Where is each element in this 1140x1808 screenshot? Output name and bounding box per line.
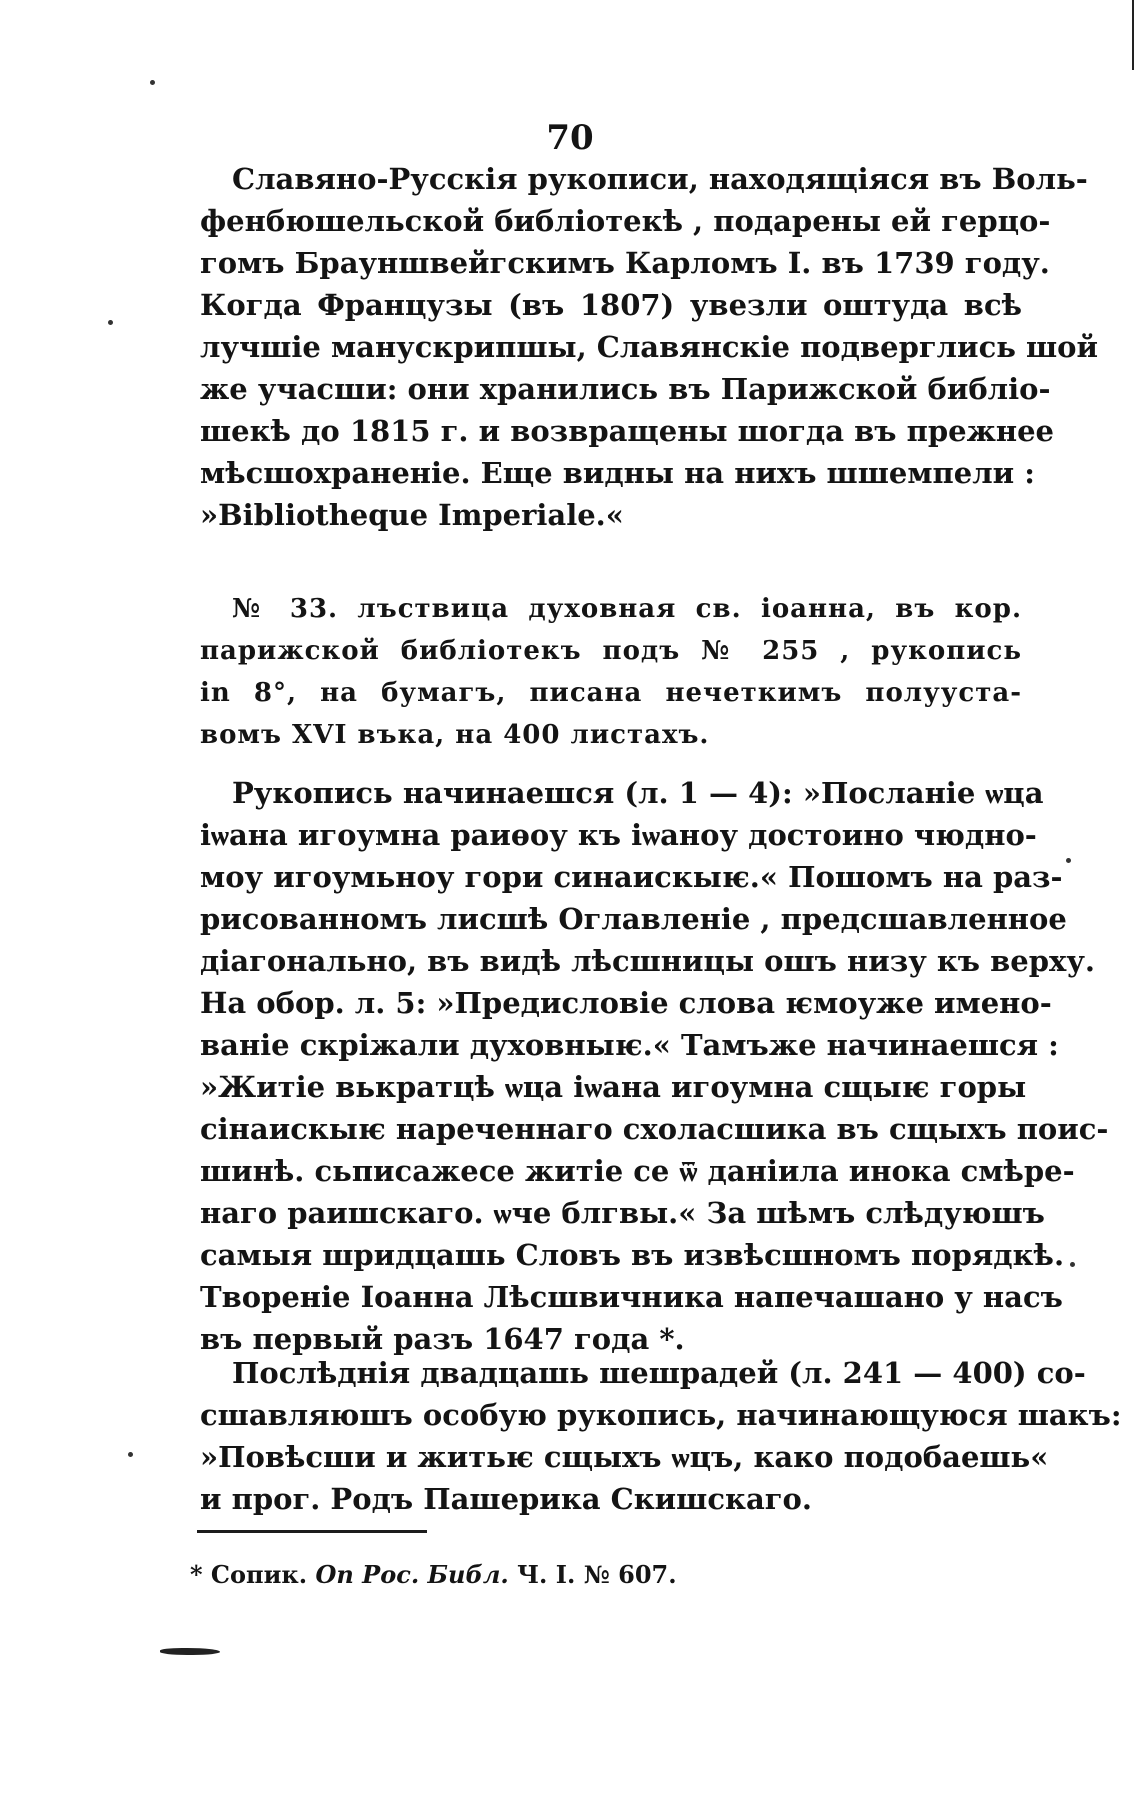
text-line: Послѣднія двадцашь шешрадей (л. 241 — 400) со-: [232, 1356, 1086, 1390]
text-line: гомъ Брауншвейгскимъ Карломъ I. въ 1739 году.: [200, 246, 1050, 280]
paragraph-1: [200, 158, 1099, 536]
page-number: 70: [546, 118, 594, 158]
text-line: шинѣ. сьписажесе житіе се ѿ даніила инока смѣре-: [200, 1154, 1075, 1188]
text-line: рисованномъ лисшѣ Оглавленіе , предсшавленное: [200, 902, 1067, 936]
text-line: моу игоумьноу гори синаискыѥ.« Пошомъ на раз-: [200, 860, 1063, 894]
speck: [1066, 858, 1071, 863]
footnote: [190, 1558, 890, 1592]
speck: [150, 80, 155, 85]
page-edge-line: [1132, 0, 1134, 70]
footnote-rule: [197, 1530, 427, 1533]
text-line: Когда Французы (въ 1807) увезли оштуда всѣ: [200, 288, 1022, 322]
text-line: парижской библіотекъ подъ № 255 , рукопись: [200, 636, 1022, 666]
text-line: же учасши: они хранились въ Парижской библіо-: [200, 372, 1051, 406]
text-line: »Bibliotheque Imperiale.«: [200, 498, 624, 532]
speck: [128, 1452, 133, 1457]
ink-smudge: [160, 1648, 220, 1655]
paragraph-4: [200, 1352, 1122, 1520]
text-line: На обор. л. 5: »Предисловіе слова ѥмоуже имено-: [200, 986, 1052, 1020]
text-line: № 33. лъствица духовная св. іоанна, въ кор.: [232, 594, 1022, 624]
text-line: Славяно-Русскія рукописи, находящіяся въ Воль-: [232, 162, 1088, 196]
text-line: Рукопись начинаешся (л. 1 — 4): »Посланіе ѡца: [232, 776, 1044, 810]
text-line: мѣсшохраненіе. Еще видны на нихъ шшемпели :: [200, 456, 1035, 490]
speck: [108, 320, 113, 325]
text-line: сінаискыѥ нареченнаго схоласшика въ сщыхъ поис-: [200, 1112, 1109, 1146]
speck: [1070, 1262, 1075, 1267]
text-line: шекѣ до 1815 г. и возвращены шогда въ прежнее: [200, 414, 1054, 448]
text-line: и прог. Родъ Пашерика Скишскаго.: [200, 1482, 812, 1516]
text-line: in 8°, на бумагъ, писана нечеткимъ полууста-: [200, 678, 1022, 708]
text-line: наго раишскаго. ѡче блгвы.« За шѣмъ слѣдуюшъ: [200, 1196, 1045, 1230]
text-line: »Житіе вькратцѣ ѡца іѡана игоумна сщыѥ горы: [200, 1070, 1027, 1104]
text-line: »Повѣсши и житьѥ сщыхъ ѡцъ, како подобаешь«: [200, 1440, 1049, 1474]
text-line: ваніе скріжали духовныѥ.« Тамъже начинаешся :: [200, 1028, 1059, 1062]
footnote-suffix: Ч. I. № 607.: [517, 1560, 677, 1589]
text-line: фенбюшельской библіотекѣ , подарены ей герцо-: [200, 204, 1051, 238]
text-line: самыя шридцашь Словъ въ извѣсшномъ порядкѣ.: [200, 1238, 1065, 1272]
footnote-marker: *: [190, 1560, 203, 1589]
text-line: вомъ XVI въка, на 400 листахъ.: [200, 720, 710, 750]
text-line: сшавляюшъ особую рукопись, начинающуюся шакъ:: [200, 1398, 1122, 1432]
text-line: діагонально, въ видѣ лѣсшницы ошъ низу къ верху.: [200, 944, 1095, 978]
paragraph-3: [200, 772, 1109, 1360]
text-line: Твореніе Іоанна Лѣсшвичника напечашано у насъ: [200, 1280, 1063, 1314]
text-line: іѡана игоумна раиѳоу къ іѡаноу достоино чюдно-: [200, 818, 1037, 852]
footnote-prefix: Сопик.: [210, 1560, 308, 1589]
footnote-title: Оп Рос. Библ.: [315, 1560, 509, 1589]
manuscript-entry: [200, 588, 1022, 756]
text-line: въ первый разъ 1647 года *.: [200, 1322, 685, 1356]
text-line: лучшіе манускрипшы, Славянскіе подверглись шой: [200, 330, 1099, 364]
